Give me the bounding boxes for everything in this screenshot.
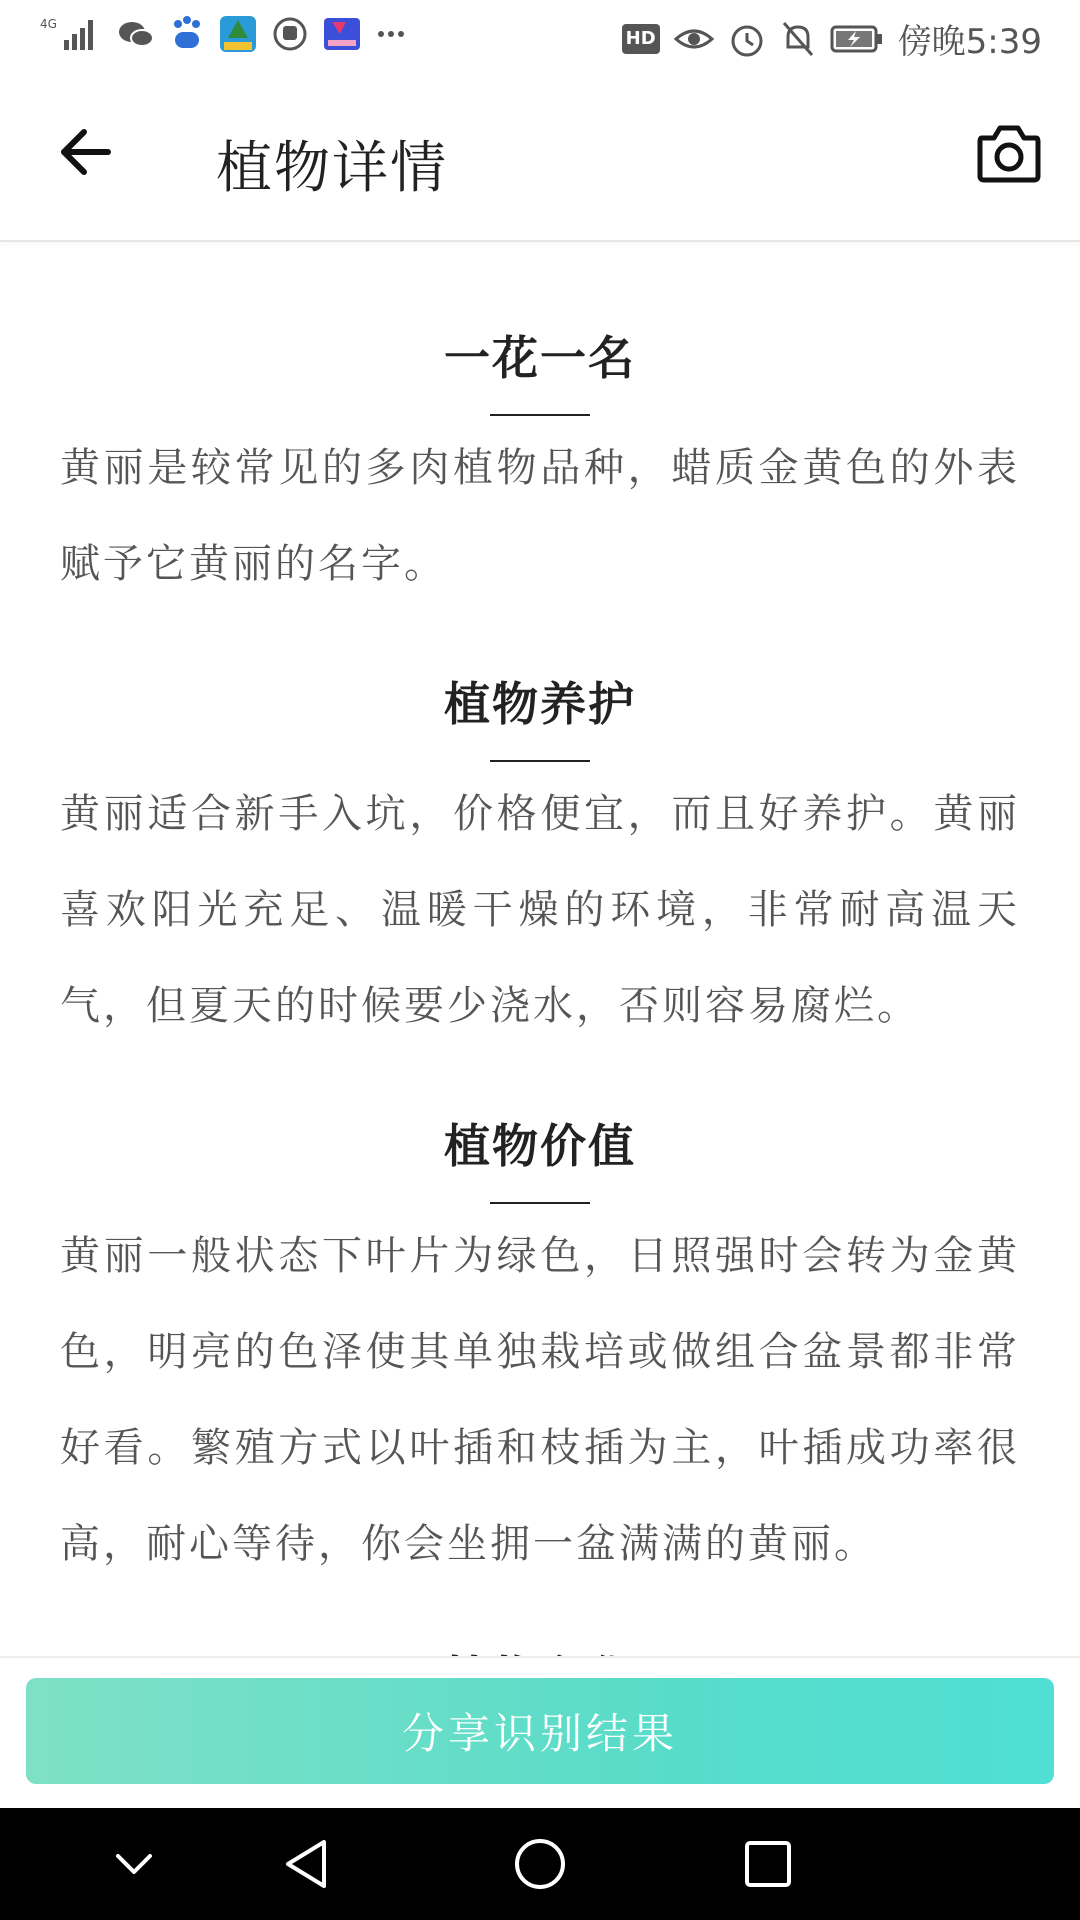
more-icon <box>376 14 406 54</box>
section-value <box>60 1110 1020 1592</box>
mute-icon <box>780 19 816 59</box>
system-nav-bar <box>0 1808 1080 1920</box>
section-name <box>60 322 1020 612</box>
share-result-button[interactable]: 分享识别结果 <box>26 1678 1054 1784</box>
signal-icon <box>40 14 102 54</box>
section-text: 黄丽是较常见的多肉植物品种，蜡质金黄色的外表赋予它黄丽的名字。 <box>60 445 1020 587</box>
eye-icon <box>674 19 714 59</box>
section-text: 黄丽一般状态下叶片为绿色，日照强时会转为金黄色，明亮的色泽使其单独栽培或做组合盆景都非常好看。繁殖方式以叶插和枝插为主，叶插成功率很高，耐心等待，你会坐拥一盆满满的黄丽。 <box>60 1233 1020 1567</box>
section-divider <box>490 414 590 416</box>
status-bar <box>0 0 1080 72</box>
section-title: 一花一名 <box>444 331 636 385</box>
section-title: 植物价值 <box>444 1119 636 1173</box>
battery-icon <box>830 19 884 59</box>
hd-badge: HD <box>622 24 660 54</box>
plant-detail-content[interactable] <box>0 242 1080 1654</box>
network-label: 4G <box>40 17 57 31</box>
section-divider <box>490 1202 590 1204</box>
arrow-left-icon[interactable] <box>56 122 116 182</box>
share-area <box>0 1656 1080 1810</box>
shield-icon <box>272 14 308 54</box>
alarm-icon <box>728 19 766 59</box>
chevron-down-icon[interactable] <box>104 1834 164 1894</box>
wechat-icon <box>116 14 156 54</box>
recents-square-icon[interactable] <box>738 1834 798 1894</box>
app-icon <box>218 14 258 54</box>
app2-icon <box>322 14 362 54</box>
section-divider <box>490 760 590 762</box>
section-title: 植物养护 <box>444 677 636 731</box>
status-time: 傍晚5:39 <box>897 22 1042 62</box>
home-circle-icon[interactable] <box>510 1834 570 1894</box>
page-title: 植物详情 <box>216 136 448 201</box>
back-triangle-icon[interactable] <box>278 1834 338 1894</box>
section-care <box>60 668 1020 1054</box>
section-text: 黄丽适合新手入坑，价格便宜，而且好养护。黄丽喜欢阳光充足、温暖干燥的环境，非常耐高温天气，但夏天的时候要少浇水，否则容易腐烂。 <box>60 791 1020 1029</box>
status-left <box>40 14 406 54</box>
status-right <box>622 14 1042 63</box>
camera-icon[interactable] <box>976 120 1042 186</box>
baidu-icon <box>170 14 204 54</box>
app-header <box>0 72 1080 242</box>
